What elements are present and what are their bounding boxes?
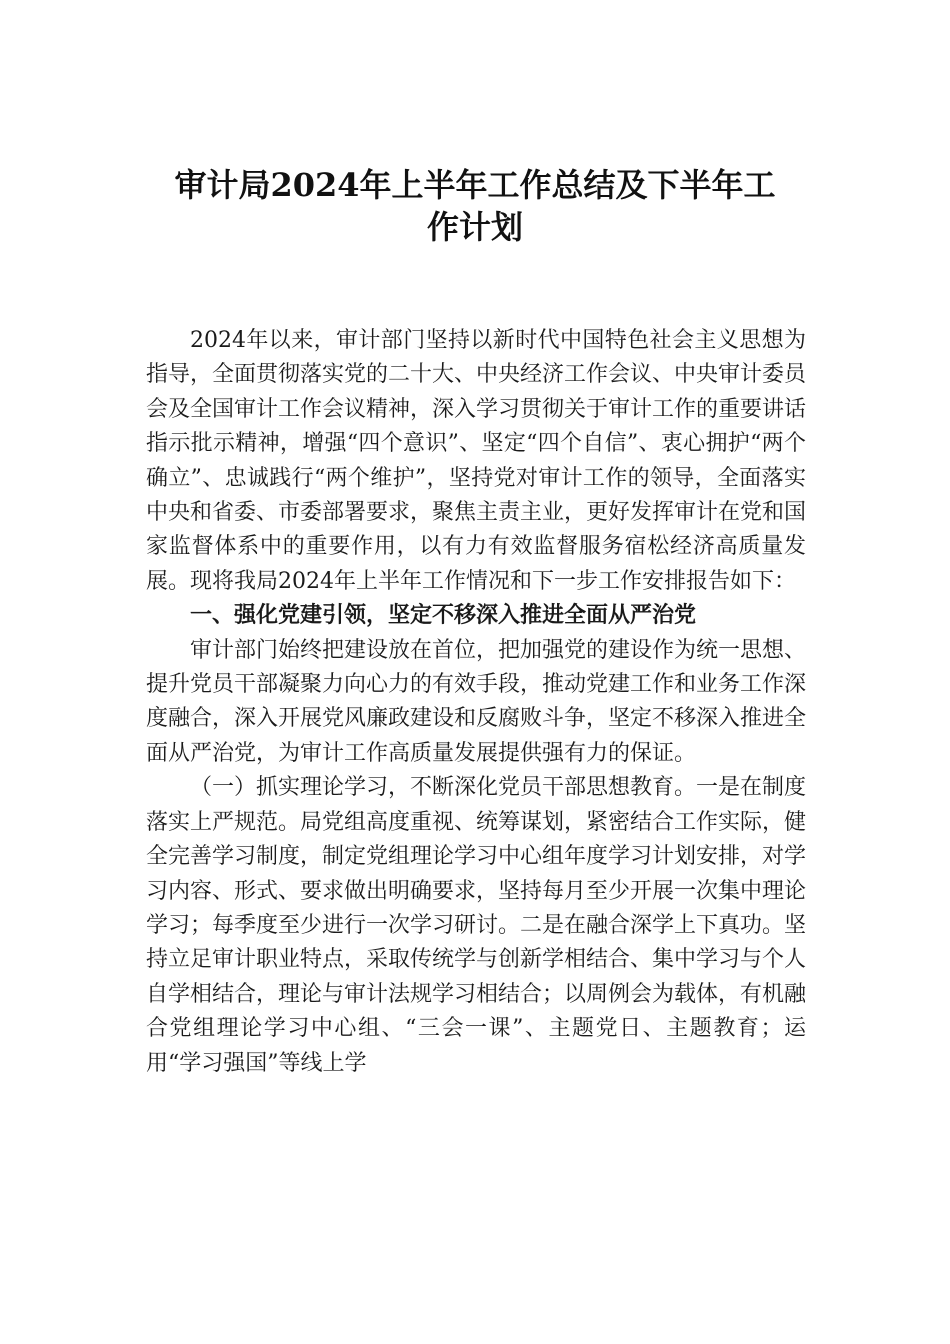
section-heading-1: 一、强化党建引领，坚定不移深入推进全面从严治党 — [190, 603, 697, 629]
intro-paragraph: 2024年以来，审计部门坚持以新时代中国特色社会主义思想为指导，全面贯彻落实党的二十大、中央经济工作会议、中央审计委员会及全国审计工作会议精神，深入学习贯彻关于审计工作的重要讲话指示批示精神，增强“四个意识”、坚定“四个自信”、衷心拥护“两个确立”、忠诚践行“两个维护”，坚持党对审计工作的领导，全面落实中央和省委、市委部署要求，聚焦主责主业，更好发挥审计在党和国家监督体系中的重要作用，以有力有效监督服务宿松经济高质量发展。现将我局2024年上半年工作情况和下一步工作安排报告如下： — [146, 328, 807, 594]
section-1-paragraph: 审计部门始终把建设放在首位，把加强党的建设作为统一思想、提升党员干部凝聚力向心力的有效手段，推动党建工作和业务工作深度融合，深入开展党风廉政建设和反腐败斗争，坚定不移深入推进全面从严治党，为审计工作高质量发展提供强有力的保证。 — [146, 637, 807, 766]
document-title-line-1: 审计局2024年上半年工作总结及下半年工 — [174, 166, 776, 204]
document-title-line-2: 作计划 — [426, 208, 523, 246]
document-body — [146, 324, 806, 1081]
subsection-1-paragraph: （一）抓实理论学习，不断深化党员干部思想教育。一是在制度落实上严规范。局党组高度重视、统筹谋划，紧密结合工作实际，健全完善学习制度，制定党组理论学习中心组年度学习计划安排，对学习内容、形式、要求做出明确要求，坚持每月至少开展一次集中理论学习；每季度至少进行一次学习研讨。二是在融合深学上下真功。坚持立足审计职业特点，采取传统学与创新学相结合、集中学习与个人自学相结合，理论与审计法规学习相结合；以周例会为载体，有机融合党组理论学习中心组、“三会一课”、主题党日、主题教育；运用“学习强国”等线上学 — [146, 775, 807, 1076]
